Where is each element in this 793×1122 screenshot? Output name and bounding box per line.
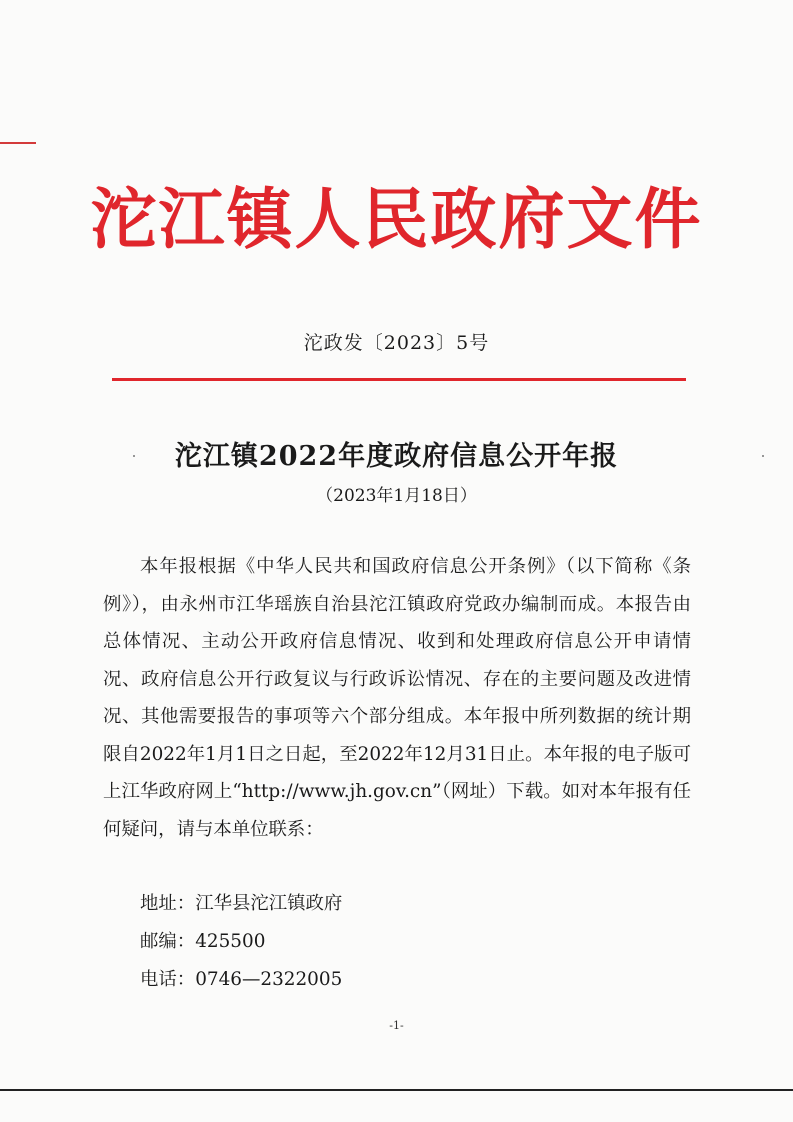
contact-address: [140, 885, 342, 923]
address-label: 地址：: [140, 893, 196, 914]
contact-postcode: [140, 923, 265, 961]
scan-mark: [0, 142, 36, 144]
postcode-value: 425500: [195, 931, 266, 952]
contact-phone: [140, 961, 342, 999]
red-divider-line: [112, 378, 686, 381]
postcode-label: 邮编：: [140, 931, 196, 952]
bottom-edge-line: [0, 1089, 793, 1091]
body-paragraph: 本年报根据《中华人民共和国政府信息公开条例》（以下简称《条例》），由永州市江华瑶族自治县沱江镇政府党政办编制而成。本报告由总体情况、主动公开政府信息情况、收到和处理政府信息公开申请情况、政府信息公开行政复议与行政诉讼情况、存在的主要问题及改进情况、其他需要报告的事项等六个部分组成。本年报中所列数据的统计期限自2022年1月1日之日起，至2022年12月31日止。本年报的电子版可上江华政府网上“http://www.jh.gov.cn”（网址）下载。如对本年报有任何疑问，请与本单位联系：: [103, 556, 691, 840]
scan-speck: [762, 455, 764, 457]
report-date: （2023年1月18日）: [316, 486, 477, 506]
page-number: -1-: [389, 1019, 404, 1032]
address-value: 江华县沱江镇政府: [195, 893, 343, 914]
phone-value: 0746—2322005: [195, 969, 343, 990]
document-header-title: 沱江镇人民政府文件: [90, 180, 703, 258]
document-number: 沱政发〔2023〕5号: [303, 332, 490, 354]
phone-label: 电话：: [140, 969, 196, 990]
report-title: 沱江镇2022年度政府信息公开年报: [174, 441, 619, 472]
